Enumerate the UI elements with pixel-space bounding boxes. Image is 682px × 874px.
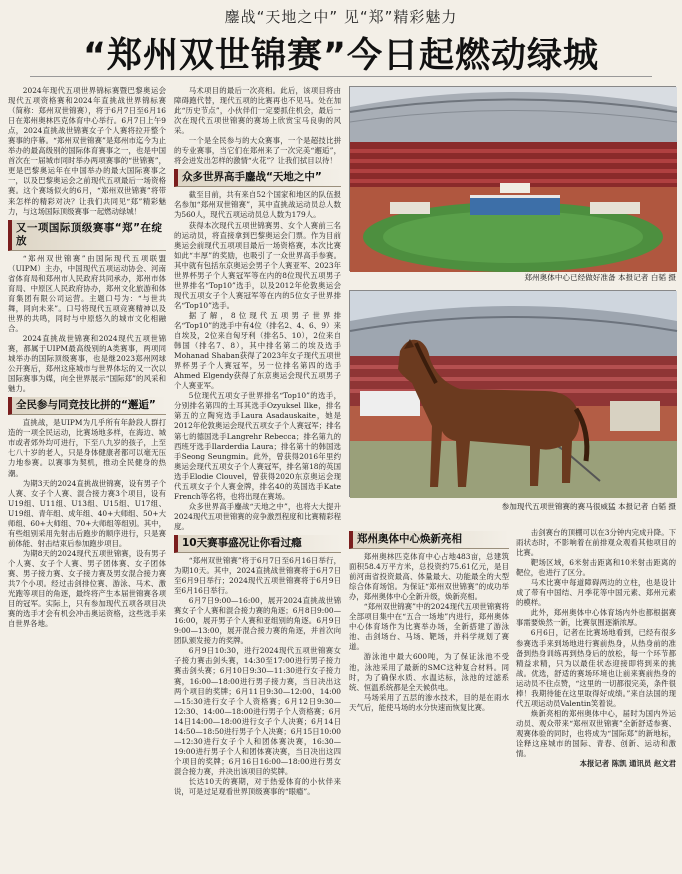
- stadium-photo: [349, 86, 676, 271]
- section-title-3: 众多世界高手鏖战“天地之中”: [174, 169, 341, 187]
- divider: [30, 76, 652, 77]
- horse-illustration: [350, 291, 677, 498]
- paragraph: 长达10天的赛期，对于热爱体育的小伙伴来说，可是过足观看世界顶级赛事的“眼瘾”。: [174, 777, 341, 797]
- paragraph: 靶场区域，6米射击距离和10米射击距离的靶位，也进行了区分。: [516, 558, 676, 578]
- paragraph: 郑州奥林匹克体育中心占地483亩，总建筑面积58.4万平方米，总投资约75.61亿元，是目前河南省投资最高、体量最大、功能最全的大型综合体育场馆。为保证“郑州双世锦赛”的成功举办，郑州奥体中心全新升级，焕新亮相。: [349, 552, 509, 602]
- paragraph: 一个是全民参与的大众赛事，一个是超技比拼的专业赛事，当它们在郑州来了一次完美“邂逅”，将会迸发出怎样的激情“火花”？让我们拭目以待！: [174, 136, 341, 166]
- paragraph: 获得本次现代五项世锦赛男、女个人赛前三名的运动员，将直接拿到巴黎奥运会门票。作为目前奥运会前现代五项项目最后一场资格赛，本次比赛如此“丰厚”的奖励，也吸引了一众世界高手参赛。其中就有包括东京奥运会男子个人赛亚军、2023年世界杯男子个人赛冠军等在内的8位现代五项男子世界排名“Top10”选手，以及2012年伦敦奥运会现代五项女子个人赛冠军等在内的5位女子世界排名“Top10”选手。: [174, 220, 341, 310]
- paragraph: 为期8天的2024现代五项世锦赛，设有男子个人赛、女子个人赛、男子团体赛、女子团体赛、男子接力赛、女子接力赛及男女混合接力赛共7个小项。经过击剑排位赛、游泳、马术、激光跑等项目的角逐，最终将产生本届世锦赛各项目的冠军。实际上，只有参加现代五项各项目决赛的选手才会有机会冲击奥运资格，这些选手来自世界各地。: [8, 548, 166, 629]
- paragraph: 6月9日10:30，进行2024现代五项世锦赛女子接力赛击剑头赛，14:30至17:00进行男子接力赛击剑头赛；6月10日9:30—11:30进行女子接力赛，16:00—18:00进行男子接力赛，当日决出这两个项目的奖牌；6月11日9:30—12:00、14:00—15:30进行女子个人资格赛；6月12日9:30—12:30、14:00—18:00进行男子个人资格赛；6月14日14:00—18:00进行女子个人决赛；6月14日14:50—18:50进行男子个人决赛；6月15日10:00—12:30进行女子个人和团体赛决赛，16:30—19:00进行男子个人和团体赛决赛，当日决出这四个项目的奖牌；6月16日16:00—18:00进行男女混合接力赛，并决出该项目的奖牌。: [174, 646, 341, 776]
- column-1: [8, 86, 166, 866]
- section-title-4: 10天赛事盛况让你看过瘾: [174, 535, 341, 553]
- column-3: [349, 528, 509, 868]
- paragraph: 据了解，8位现代五项男子世界排名“Top10”的选手中有4位（排名2、4、6、9）来自埃及，2位来自匈牙利（排名5、10），2位来自韩国（排名7、8），其中排名第二的埃及选手Mohanad Shaban获得了2023年女子现代五项世界杯男子个人赛冠军，另一位排名第四的选手Ahmed Elgendy获得了东京奥运会现代五项男子个人赛亚军。: [174, 310, 341, 391]
- paragraph: 马术项目的最后一次亮相。此后，该项目将由障碍跑代替，现代五项的比赛再也不见马。处在加此“历史节点”，小伙伴们一定要抓住机会，最后一次在现代五项世锦赛的赛场上欣赏宝马良驹的风采。: [174, 86, 341, 136]
- paragraph: “郑州双世锦赛”将于6月7日至6月16日举行，为期10天。其中，2024直挑战世锦赛将于6月7日至6月9日举行；2024现代五项世锦赛将于6月9日至6月16日举行。: [174, 555, 341, 596]
- paragraph: 6月7日9:00—16:00，展开2024直挑战世锦赛女子个人赛和混合接力赛的角逐；6月8日9:00—16:00，展开男子个人赛和亚组别的角逐。6月9日9:00—13:00，展开混合接力赛的角逐，并首次向团队颁发接力的奖牌。: [174, 596, 341, 646]
- intro-paragraph: 2024年现代五项世界锦标赛暨巴黎奥运会现代五项资格赛和2024年直挑战世界锦标赛（简称：郑州双世锦赛），将于6月7日至6月16日在郑州奥林匹克体育中心举行。6月7日上午9点，2024直挑战世锦赛女子个人赛将拉开整个赛事的序幕。“郑州双世锦赛”是郑州市迄今为止举办的最高级别的国际体育赛事之一，也是中国首次在一届城市同时举办两项赛事的“世锦赛”，更是巴黎奥运年在中国举办的最大国际赛事之一，以及巴黎奥运会之前现代五项最后一场资格赛。这个赛场似火的6月，“郑州双世锦赛”将带来怎样的精彩对决？让我们共同见“郑”精彩魅力，与这场国际顶级赛事一起燃动绿城！: [8, 86, 166, 216]
- paragraph: “郑州双世锦赛”中的2024现代五项世锦赛将全部项目集中在“五合一场地”内进行，郑州奥体中心体育场作为比赛举办场，全新搭建了游泳池、击剑场台、马场、靶场，并科学规划了赛道。: [349, 602, 509, 652]
- paragraph: 击剑赛台的顶棚可以在3分钟内完成升降。下雨状态时，不影响着在前排观众观看其他项目的比赛。: [516, 528, 676, 558]
- paragraph: 焕新亮相的郑州奥体中心，届时为国内外运动员、观众带来“郑州双世锦赛”全新舒适参赛、观赛体验的同时，也将成为“国际郑”的新地标，诠释这座城市的国际、青春、创新、运动和激情。: [516, 708, 676, 759]
- paragraph: 截至目前，共有来自52个国家和地区的队伍报名参加“郑州双世锦赛”，其中直挑战运动员总人数为560人，现代五项运动员总人数为179人。: [174, 190, 341, 220]
- paragraph: 众多世界高手鏖战“天地之中”，也将大大提升2024现代五项世锦赛的竞争激烈程度和比赛精彩程度。: [174, 501, 341, 531]
- section-title-1: 又一项国际顶级赛事“郑”在绽放: [8, 220, 166, 251]
- paragraph: “郑州双世锦赛”由国际现代五项联盟（UIPM）主办，中国现代五项运动协会、河南省体育局和郑州市人民政府共同承办，郑州市体育局、中原区人民政府协办，郑州文化旅游和体育集团有限公司运营。主题口号为：“与世共舞，同向未来”。口号将现代五项竞赛精神以及世界的共鸣，同时与中原悠久的城市文化相融合。: [8, 253, 166, 333]
- paragraph: 6月6日，记者在比赛场地看到，已经有很多参赛选手来到场地进行赛前热身，从热身前的准备到热身训练再到热身后的放松，每一个环节都精益求精，只为以最佳状态迎接即将到来的挑战。优选，舒适的赛场环境也让前来赛前热身的运动员不住点赞，“这里的一切都很完美，条件很棒！我期待能在这里取得好成绩。”来自法国的现代五项运动员Valentin笑着说。: [516, 628, 676, 708]
- horse-photo: [349, 290, 676, 497]
- section-title-2: 全民参与同竞技比拼的“邂逅”: [8, 397, 166, 415]
- paragraph: 游泳池中最大600吨，为了保证泳池不受池，泳池采用了最新的SMC这种复合材料。同时，为了确保水质、水温达标，泳池的过滤系统、恒温系统都是全天候供电。: [349, 652, 509, 692]
- photo-caption-1: 郑州奥体中心已经做好准备 本报记者 白韬 摄: [524, 273, 676, 282]
- headline: “郑州双世锦赛”今日起燃动绿城: [82, 36, 599, 76]
- paragraph: 此外，郑州奥体中心体育场内外也都根据赛事需要焕然一新，比赛氛围逐渐浓厚。: [516, 608, 676, 628]
- paragraph: 为期3天的2024直挑战世锦赛，设有男子个人赛、女子个人赛、混合接力赛3个项目，设有U19组、U11组、U13组、U15组、U17组、U19组、青年组、成年组、40+大师组、50+大师组、60+大师组、70+大师组等组别。其中，有些组别采用先射击后跑步的顺序进行，只是赛前体能、射击结束后参加跑步项目。: [8, 478, 166, 548]
- kicker: 鏖战“天地之中” 见“郑”精彩魅力: [224, 8, 458, 26]
- section-title-5: 郑州奥体中心焕新亮相: [349, 531, 509, 549]
- paragraph: 5位现代五项女子世界排名“Top10”的选手，分别排名第四的土耳其选手Ozyuksel Ilke，排名第五的立陶宛选手Laura Asadauskaite，她是2012年伦敦奥运会现代五项女子个人赛冠军；排名第七的德国选手Langrehr Rebecca；排名第九的西班牙选手Ilarderdia Laura；排名第十的韩国选手Seong Seungmin。此外，曾获得2016年里约奥运会现代五项女子个人赛冠军，排名第18的英国选手Elodie Clouvel，曾获得2020东京奥运会现代五项女子个人赛金牌，排名40的英国选手Kate French等名将，也将出现在赛场。: [174, 391, 341, 501]
- paragraph: 2024直挑战世锦赛和2024现代五项世锦赛，都属于UIPM最高级别的A类赛事，两项同城举办的国际顶级赛事，也是继2023郑州网球公开赛后，郑州这座城市与世界体坛的又一次以国际赛事为媒，向全世界展示“国际郑”的风采和魅力。: [8, 333, 166, 394]
- column-2: [174, 86, 341, 797]
- photo-caption-2: 参加现代五项世锦赛的赛马很威猛 本报记者 白韬 摄: [501, 502, 676, 511]
- byline: 本报记者 陈凯 通讯员 赵文君: [579, 759, 676, 769]
- paragraph: 马术比赛中每道障碍两边的立柱，也是设计成了带有中国结、月季花等中国元素、郑州元素的模样。: [516, 578, 676, 608]
- paragraph: 马场采用了五层的渗水技术，目的是在雨水天气后，能使马场的水分快速而恢复比赛。: [349, 692, 509, 712]
- stadium-illustration: [350, 87, 677, 272]
- column-4: [516, 528, 676, 868]
- paragraph: 直挑战，是UIPM为几乎所有年龄段人群打造的一项全民运动，比赛场地多样，在海边、城市或者郊外均可进行，下至八九岁的孩子，上至七八十岁的老人，只是身体健康者都可以毫无压力地参赛。以赛事为契机，推动全民健身的热潮。: [8, 418, 166, 478]
